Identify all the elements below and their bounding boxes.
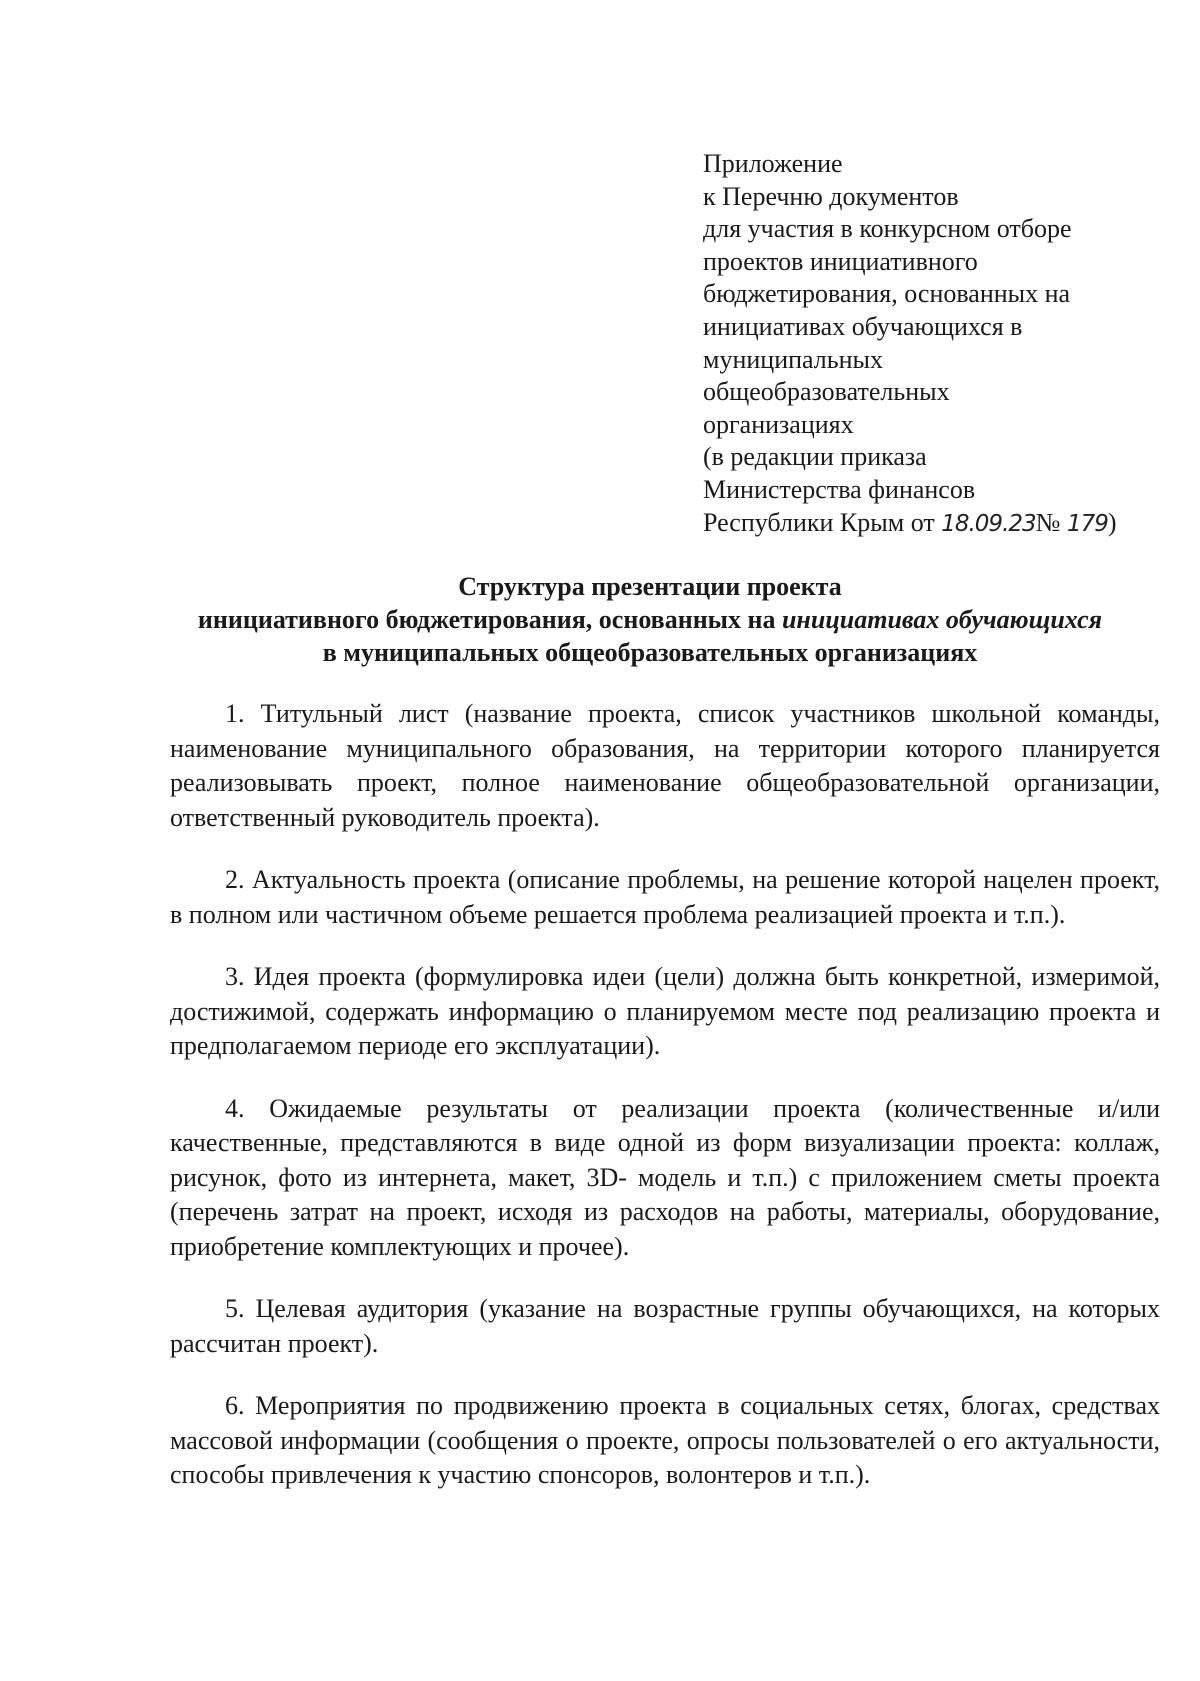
list-item-2: 2. Актуальность проекта (описание проблемы, на решение которой нацелен проект, в полном или частичном объеме решается проблема реализацией проекта и т.п.). [170, 865, 1160, 929]
appendix-header [703, 148, 1173, 540]
list-item-1: 1. Титульный лист (название проекта, список участников школьной команды, наименование муниципального образования, на территории которого планируется реализовывать проект, полное наименование общеобразовательной организации, ответственный руководитель проекта). [170, 699, 1160, 832]
title-line-2-italic: инициативах обучающихся [781, 605, 1103, 634]
appendix-last-line [703, 507, 1173, 541]
appendix-line: к Перечню документов [703, 181, 959, 211]
document-body [170, 697, 1160, 1521]
list-item-4: 4. Ожидаемые результаты от реализации проекта (количественные и/или качественные, представляются в виде одной из форм визуализации проекта: коллаж, рисунок, фото из интернета, макет, 3D- модель и т.п.) с приложением сметы проекта (перечень затрат на проект, исходя из расходов на работы, материалы, оборудование, приобретение комплектующих и прочее). [170, 1093, 1160, 1261]
handwritten-number: 179 [1066, 510, 1108, 537]
appendix-line: Министерства финансов [703, 474, 976, 504]
title-line-3: в муниципальных общеобразовательных организациях [322, 638, 978, 667]
appendix-last-line-prefix: Республики Крым от [703, 507, 942, 537]
appendix-line: Приложение [703, 149, 843, 178]
appendix-line: бюджетирования, основанных на [703, 279, 1071, 309]
handwritten-date: 18.09.23 [941, 510, 1036, 537]
appendix-line: муниципальных [703, 344, 884, 374]
appendix-line: организациях [703, 409, 854, 439]
title-line-1: Структура презентации проекта [458, 572, 842, 601]
list-item-5: 5. Целевая аудитория (указание на возрастные группы обучающихся, на которых рассчитан проект). [170, 1294, 1160, 1358]
list-item-6: 6. Мероприятия по продвижению проекта в социальных сетях, блогах, средствах массовой информации (сообщения о проекте, опросы пользователей о его актуальности, способы привлечения к участию спонсоров, волонтеров и т.п.). [170, 1391, 1160, 1489]
number-label: № [1035, 507, 1067, 537]
appendix-line: для участия в конкурсном отборе [703, 214, 1072, 244]
document-title [150, 570, 1150, 669]
appendix-line: (в редакции приказа [703, 442, 927, 472]
title-line-2 [150, 603, 1150, 636]
appendix-line: инициативах обучающихся в [703, 311, 1023, 341]
title-line-2-regular: инициативного бюджетирования, основанных на [197, 605, 782, 634]
list-item-3: 3. Идея проекта (формулировка идеи (цели) должна быть конкретной, измеримой, достижимой, содержать информацию о планируемом месте под реализацию проекта и предполагаемом периоде его эксплуатации). [170, 962, 1160, 1060]
appendix-line: общеобразовательных [703, 377, 950, 407]
appendix-line: проектов инициативного [703, 246, 978, 276]
appendix-last-line-suffix: ) [1107, 507, 1117, 537]
